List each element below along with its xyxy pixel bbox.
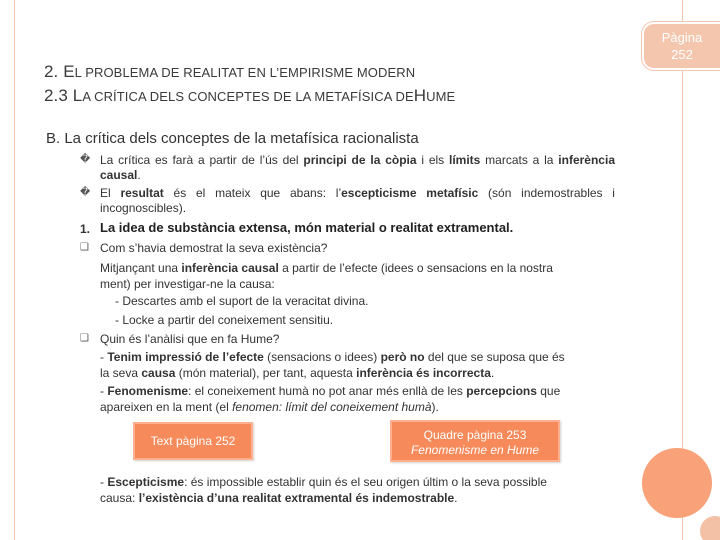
- hume-line-1: [100, 349, 565, 366]
- e2-bold: l’existència d’una realitat extramental és indemostrable: [138, 491, 455, 505]
- h1-text: -: [100, 350, 108, 364]
- text-page-252-button[interactable]: Text pàgina 252: [133, 422, 253, 460]
- table-button-title: Quadre pàgina 253: [423, 428, 527, 442]
- title2-rest1: A CRÍTICA DELS CONCEPTES DE LA METAFÍSICA DE: [82, 89, 414, 104]
- phenomenism-line-1: [100, 383, 560, 400]
- b2-bold: escepticisme metafísic: [341, 186, 479, 200]
- e2-text: .: [454, 491, 458, 505]
- h1-text: del que se suposa que és: [424, 350, 565, 364]
- section-heading: B. La crítica dels conceptes de la metafísica racionalista: [46, 130, 419, 147]
- e2-text: causa:: [100, 491, 139, 505]
- b2-text: El: [100, 186, 121, 200]
- f1-text: : el coneixement humà no pot anar més enllà de les: [188, 384, 467, 398]
- b2-text: és el mateix que abans: l’: [163, 186, 342, 200]
- m1-text: a partir de l’efecte (idees o sensacions en la nostra: [278, 261, 553, 275]
- bullet-paragraph-2: [100, 186, 615, 215]
- f1-text: -: [100, 384, 108, 398]
- method-line-2: ment) per investigar-ne la causa:: [100, 277, 275, 291]
- e1-bold: Escepticisme: [107, 475, 185, 489]
- h2-bold: inferència és incorrecta: [356, 366, 491, 380]
- e1-text: -: [100, 475, 108, 489]
- checkbox-bullet-icon: ❑: [80, 242, 89, 253]
- b2-bold: resultat: [120, 186, 164, 200]
- subsection-heading: La idea de substància extensa, món material o realitat extramental.: [100, 220, 514, 235]
- page-badge-label: Pàgina: [661, 30, 703, 45]
- skepticism-line-2: [100, 490, 458, 507]
- checkbox-bullet-icon: ❑: [80, 333, 89, 344]
- list-number: 1.: [80, 222, 91, 236]
- h2-text: (món material), per tant, aquesta: [175, 366, 357, 380]
- h1-bold: però no: [380, 350, 425, 364]
- f1-bold: percepcions: [466, 384, 537, 398]
- h1-bold: Tenim impressió de l’efecte: [107, 350, 264, 364]
- decorative-circle: [642, 448, 712, 518]
- table-page-253-button[interactable]: [390, 420, 560, 462]
- h1-text: (sensacions o idees): [263, 350, 381, 364]
- e1-text: : és impossible establir quin és el seu origen últim o la seva possible: [184, 475, 547, 489]
- hume-line-2: [100, 365, 494, 382]
- b1-bold: límits: [449, 153, 481, 167]
- bullet-icon: �: [80, 187, 91, 198]
- question-2: Quin és l’anàlisi que en fa Hume?: [100, 332, 280, 346]
- title2-rest2: UME: [426, 89, 456, 104]
- method-line-1: [100, 260, 553, 277]
- slide-title-section: [44, 86, 455, 106]
- title1-cap: 2. E: [44, 62, 75, 81]
- bullet-icon: �: [80, 154, 91, 165]
- title1-rest: L PROBLEMA DE REALITAT EN L’EMPIRISME MODERN: [74, 65, 416, 80]
- question-1: Com s’havia demostrat la seva existència?: [100, 241, 328, 255]
- f2-text: apareixen en la ment (el: [100, 400, 233, 414]
- decorative-circle-small: [700, 516, 720, 540]
- skepticism-line-1: [100, 474, 547, 491]
- page-badge-number: 252: [671, 47, 693, 62]
- m1-text: Mitjançant una: [100, 261, 182, 275]
- f1-bold: Fenomenisme: [107, 384, 189, 398]
- f1-text: que: [536, 384, 561, 398]
- b1-bold: inferència causal: [100, 153, 615, 182]
- bullet-paragraph-1: [100, 153, 615, 182]
- b1-text: .: [137, 167, 141, 182]
- title2-cap2: H: [413, 86, 427, 105]
- m1-bold: inferència causal: [181, 261, 279, 275]
- h2-text: la seva: [100, 366, 142, 380]
- page-reference-badge: [642, 22, 720, 70]
- h2-bold: causa: [141, 366, 176, 380]
- b1-text: La crítica es farà a partir de l’ús del: [100, 153, 304, 167]
- b2-text: (són indemostrables i incognoscibles).: [100, 186, 615, 215]
- f2-text: ).: [431, 400, 439, 414]
- left-margin-rule: [14, 0, 15, 540]
- b1-text: marcats a la: [480, 153, 559, 167]
- method-line-3: - Descartes amb el suport de la veracitat divina.: [115, 294, 369, 308]
- title2-cap: 2.3 L: [44, 86, 83, 105]
- table-button-subtitle: Fenomenisme en Hume: [410, 443, 540, 457]
- b1-bold: principi de la còpia: [303, 153, 417, 167]
- b1-text: i els: [416, 153, 449, 167]
- method-line-4: - Locke a partir del coneixement sensitiu.: [115, 313, 334, 327]
- slide-title-chapter: [44, 62, 415, 82]
- h2-text: .: [490, 366, 495, 380]
- f2-italic: fenomen: límit del coneixement humà: [232, 400, 432, 414]
- phenomenism-line-2: [100, 399, 439, 416]
